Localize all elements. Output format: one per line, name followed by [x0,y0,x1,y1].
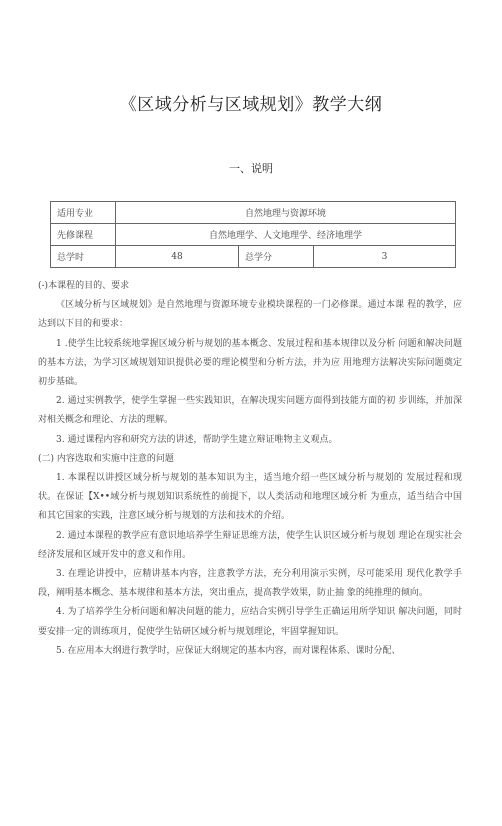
cell-value-credit: 3 [314,246,456,268]
course-info-table [50,201,456,268]
cell-value-prereq: 自然地理学、人文地理学、经济地理学 [116,224,456,246]
paragraph: 2. 通过本课程的教学应有意识地培养学生辩证思维方法，使学生认识区域分析与规划 理论在现实社会经济发展和区域开发中的意义和作用。 [38,530,462,560]
cell-value-major: 自然地理与资源环境 [116,202,456,224]
section-heading: 一、说明 [229,162,273,175]
table-row [51,224,456,246]
paragraph: 1. 本课程以讲授区域分析与规划的基本知识为主，适当地介绍一些区域分析与规划的 发展过程和现状。在保证【X••域分析与规划知识系统性的前提下，以人类活动和地理区域分析 为重点，适当结合中国和其它国家的实践，注意区域分析与规划的方法和技术的介绍。 [38,473,462,522]
cell-value-hours: 48 [116,246,239,268]
cell-label-prereq: 先修课程 [51,224,116,246]
cell-label-hours: 总学时 [51,246,116,268]
paragraph: 1 .使学生比较系统地掌握区域分析与规划的基本概念、发展过程和基本规律以及分析 问题和解决问题的基本方法，为学习区域规划知识提供必要的理论模型和分析方法，并为应 用地理方法解决实际问题奠定初步基础。 [38,338,462,388]
paragraph: 3. 通过课程内容和研究方法的讲述，帮助学生建立辩证唯物主义观点。 [56,434,338,445]
paragraph: 2. 通过实例教学，使学生掌握一些实践知识，在解决现实问题方面得到技能方面的初 步训练，并加深对相关概念和理论、方法的理解。 [38,396,462,426]
table-row [51,202,456,224]
paragraph: 4. 为了培养学生分析问题和解决问题的能力，应结合实例引导学生正确运用所学知识 解决问题，同时要安排一定的训练项月，促使学生钻研区域分析与规划理论，牢固掌握知识。 [38,607,462,637]
paragraph: 3. 在理论讲授中，应精讲基本内容，注意教学方法，充分利用演示实例，尽可能采用 现代化教学手段，阐明基本概念、基本规律和基本方法，突出重点，提高教学效果，防止抽 象的纯推理的倾向。 [38,569,462,599]
document-title: 《区域分析与区域规划》教学大纲 [119,95,383,115]
subheading-content: (二) 内容选取和实施中注意的问题 [38,453,174,464]
subheading-goals: (-)本课程的目的、要求 [38,281,130,291]
table-row [51,246,456,268]
paragraph: 《区域分析与区域规划》是自然地理与资源环境专业模块课程的一门必修课。通过本课 程的教学，应达到以下目的和要求： [38,300,462,330]
paragraph: 5. 在应用本大纲进行教学时，应保证大纲规定的基本内容，而对课程体系、课时分配、 [56,645,401,656]
cell-label-major: 适用专业 [51,202,116,224]
document-body [38,277,462,661]
cell-label-credit: 总学分 [239,246,314,268]
